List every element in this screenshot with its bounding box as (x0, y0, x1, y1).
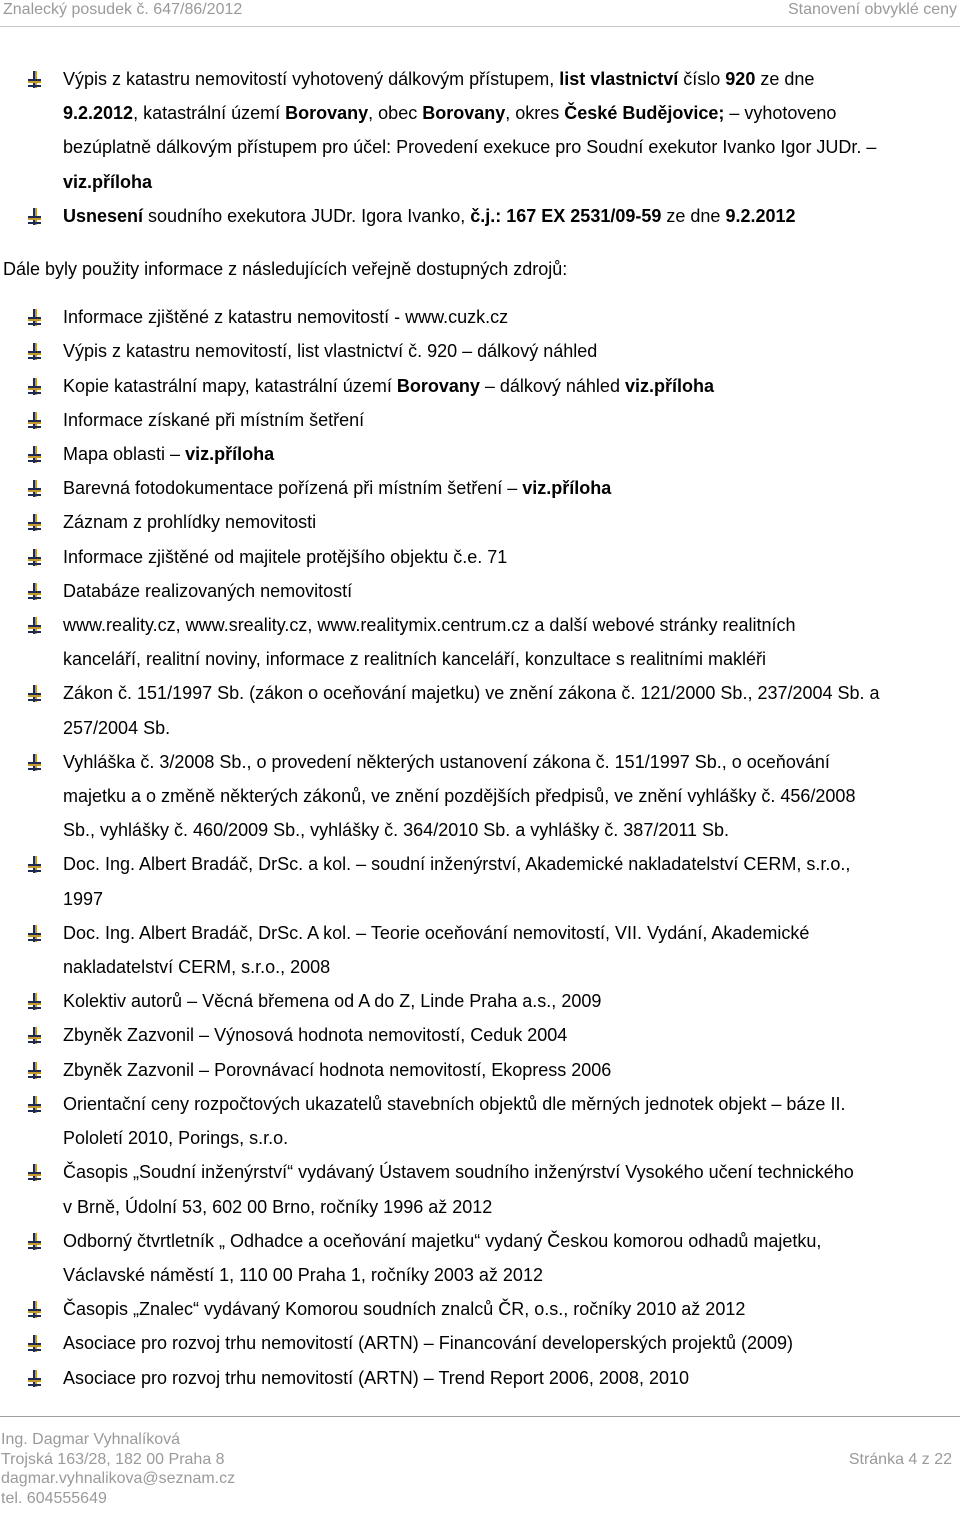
list-bullet-icon (28, 549, 42, 566)
list-item (0, 1053, 960, 1087)
text-segment: majetku a o změně některých zákonů, ve znění pozdějších předpisů, ve znění vyhlášky č. 456/2008 (63, 786, 856, 807)
list-item-line (63, 403, 960, 437)
list-bullet-icon (28, 1096, 42, 1113)
text-segment: Zákon č. 151/1997 Sb. (zákon o oceňování majetku) ve znění zákona č. 121/2000 Sb., 237/2004 Sb. a (63, 683, 880, 704)
text-segment: Sb., vyhlášky č. 460/2009 Sb., vyhlášky č. 364/2010 Sb. a vyhlášky č. 387/2011 Sb. (63, 820, 730, 841)
list-item-line (63, 1224, 960, 1258)
text-segment: Výpis z katastru nemovitostí, list vlastnictví č. 920 – dálkový náhled (63, 341, 598, 362)
text-segment: viz.příloha (624, 375, 714, 396)
text-segment: www.reality.cz, www.sreality.cz, www.realitymix.centrum.cz a další webové stránky realitních (63, 615, 796, 636)
header-section-title: Stanovení obvyklé ceny (788, 1, 957, 18)
list-item (0, 403, 960, 437)
text-segment: kanceláří, realitní noviny, informace z realitních kanceláří, konzultace s realitními makléři (63, 649, 766, 670)
list-bullet-icon (28, 412, 42, 429)
page-header (0, 0, 960, 27)
list-item (0, 1224, 960, 1292)
list-item (0, 369, 960, 403)
list-bullet-icon (28, 1164, 42, 1181)
list-item-line (63, 540, 960, 574)
list-bullet-icon (28, 1027, 42, 1044)
footer-page-number: Stránka 4 z 22 (848, 1450, 952, 1468)
list-item-line (63, 199, 960, 233)
list-item (0, 1018, 960, 1052)
list-item (0, 984, 960, 1018)
document-body (0, 62, 960, 1395)
list-item (0, 1361, 960, 1395)
list-item-line (63, 882, 960, 916)
text-segment: Borovany (285, 103, 369, 124)
list-item-line (63, 1121, 960, 1155)
list-item (0, 1292, 960, 1326)
text-segment: 920 (725, 69, 756, 89)
text-segment: České Budějovice; (564, 103, 725, 124)
text-segment: , obec (368, 103, 423, 124)
text-segment: ze dne (755, 69, 815, 89)
footer-contact (1, 1430, 235, 1508)
list-item-line (63, 1155, 960, 1189)
text-segment: – vyhotoveno (724, 103, 837, 124)
list-item (0, 199, 960, 233)
list-item (0, 608, 960, 676)
list-bullet-icon (28, 754, 42, 771)
text-segment: Časopis „Znalec“ vydávaný Komorou soudních znalců ČR, o.s., ročníky 2010 až 2012 (63, 1299, 746, 1320)
header-document-title: Znalecký posudek č. 647/86/2012 (3, 1, 243, 18)
list-bullet-icon (28, 378, 42, 395)
text-segment: Borovany (396, 375, 480, 396)
text-segment: Asociace pro rozvoj trhu nemovitostí (ARTN) – Financování developerských projektů (2009) (63, 1333, 794, 1354)
list-item-line (63, 1190, 960, 1224)
list-item (0, 1326, 960, 1360)
list-item-line (63, 642, 960, 676)
list-bullet-icon (28, 583, 42, 600)
list-bullet-icon (28, 343, 42, 360)
text-segment: 9.2.2012 (63, 103, 134, 124)
list-item-line (63, 437, 960, 471)
list-item-line (63, 711, 960, 745)
list-bullet-icon (28, 208, 42, 225)
list-item-line (63, 1087, 960, 1121)
list-item-line (63, 1292, 960, 1326)
text-segment: nakladatelství CERM, s.r.o., 2008 (63, 957, 331, 978)
list-item-line (63, 130, 960, 164)
text-segment: Vyhláška č. 3/2008 Sb., o provedení některých ustanovení zákona č. 151/1997 Sb., o oceňování (63, 751, 830, 772)
text-segment: Informace zjištěné z katastru nemovitostí - www.cuzk.cz (63, 307, 509, 328)
text-segment: Václavské náměstí 1, 110 00 Praha 1, ročníky 2003 až 2012 (63, 1264, 543, 1285)
list-item-line (63, 916, 960, 950)
list-bullet-icon (28, 856, 42, 873)
list-item-line (63, 608, 960, 642)
list-item (0, 62, 960, 199)
text-segment: Usnesení (63, 205, 144, 226)
list-bullet-icon (28, 1062, 42, 1079)
list-bullet-icon (28, 1335, 42, 1352)
list-item-line (63, 779, 960, 813)
list-bullet-icon (28, 925, 42, 942)
attachment-list (0, 62, 960, 233)
footer-divider (0, 1416, 960, 1417)
text-segment: 9.2.2012 (725, 205, 796, 226)
text-segment: bezúplatně dálkovým přístupem pro účel: Provedení exekuce pro Soudní exekutor Ivanko Igor JUDr. – (63, 137, 877, 158)
list-item-line (63, 745, 960, 779)
text-segment: Výpis z katastru nemovitostí vyhotovený dálkovým přístupem, (63, 69, 560, 89)
list-bullet-icon (28, 1301, 42, 1318)
footer-author-name: Ing. Dagmar Vyhnalíková (1, 1431, 181, 1448)
list-item-line (63, 950, 960, 984)
text-segment: Záznam z prohlídky nemovitosti (63, 512, 317, 533)
text-segment: Odborný čtvrtletník „ Odhadce a oceňování majetku“ vydaný Českou komorou odhadů majetku, (63, 1230, 822, 1251)
list-item (0, 916, 960, 984)
sources-intro: Dále byly použity informace z následujících veřejně dostupných zdrojů: (3, 259, 568, 280)
text-segment: Orientační ceny rozpočtových ukazatelů stavebních objektů dle měrných jednotek objekt – báze II. (63, 1093, 846, 1114)
list-item (0, 1087, 960, 1155)
list-item (0, 505, 960, 539)
footer-phone: tel. 604555649 (1, 1489, 107, 1507)
list-item-line (63, 676, 960, 710)
list-bullet-icon (28, 446, 42, 463)
list-item-line (63, 471, 960, 505)
list-bullet-icon (28, 480, 42, 497)
text-segment: Asociace pro rozvoj trhu nemovitostí (ARTN) – Trend Report 2006, 2008, 2010 (63, 1367, 689, 1388)
text-segment: viz.příloha (185, 444, 275, 465)
text-segment: Kopie katastrální mapy, katastrální území (63, 375, 397, 396)
text-segment: – dálkový náhled (479, 375, 625, 396)
text-segment: 257/2004 Sb. (63, 717, 171, 738)
footer-address: Trojská 163/28, 182 00 Praha 8 (1, 1450, 225, 1468)
list-item-line (63, 62, 960, 96)
list-item (0, 847, 960, 915)
text-segment: viz.příloha (522, 478, 612, 499)
list-item-line (63, 300, 960, 334)
list-item-line (63, 813, 960, 847)
list-item (0, 676, 960, 744)
list-bullet-icon (28, 1233, 42, 1250)
text-segment: Borovany (422, 103, 506, 124)
list-bullet-icon (28, 514, 42, 531)
text-segment: číslo (678, 69, 726, 89)
list-item-line (63, 96, 960, 130)
text-segment: Pololetí 2010, Porings, s.r.o. (63, 1128, 289, 1149)
text-segment: v Brně, Údolní 53, 602 00 Brno, ročníky 1996 až 2012 (63, 1196, 493, 1217)
text-segment: Doc. Ing. Albert Bradáč, DrSc. A kol. – Teorie oceňování nemovitostí, VII. Vydání, Akademické (63, 922, 810, 943)
text-segment: viz.příloha (63, 171, 153, 192)
list-item-line (63, 165, 960, 199)
text-segment: Časopis „Soudní inženýrství“ vydávaný Ústavem soudního inženýrství Vysokého učení technického (63, 1162, 854, 1183)
text-segment: Databáze realizovaných nemovitostí (63, 580, 353, 601)
text-segment: 167 EX 2531/09-59 (501, 205, 662, 226)
list-item-line (63, 505, 960, 539)
list-item (0, 471, 960, 505)
list-item-line (63, 1258, 960, 1292)
text-segment: Zbyněk Zazvonil – Porovnávací hodnota nemovitostí, Ekopress 2006 (63, 1059, 612, 1080)
list-item-line (63, 369, 960, 403)
text-segment: , okres (505, 103, 565, 124)
list-bullet-icon (28, 617, 42, 634)
text-segment: Informace získané při místním šetření (63, 409, 365, 430)
list-item (0, 540, 960, 574)
text-segment: ze dne (661, 205, 726, 226)
list-bullet-icon (28, 1370, 42, 1387)
text-segment: Kolektiv autorů – Věcná břemena od A do Z, Linde Praha a.s., 2009 (63, 991, 602, 1012)
list-item-line (63, 1326, 960, 1360)
list-item-line (63, 1018, 960, 1052)
list-item (0, 334, 960, 368)
list-item (0, 574, 960, 608)
text-segment: Doc. Ing. Albert Bradáč, DrSc. a kol. – soudní inženýrství, Akademické nakladatelství CERM, s.r.o., (63, 854, 851, 875)
text-segment: Zbyněk Zazvonil – Výnosová hodnota nemovitostí, Ceduk 2004 (63, 1025, 568, 1046)
list-item-line (63, 1361, 960, 1395)
list-bullet-icon (28, 993, 42, 1010)
list-item-line (63, 847, 960, 881)
list-bullet-icon (28, 685, 42, 702)
list-item-line (63, 574, 960, 608)
text-segment: č.j.: (470, 205, 502, 226)
text-segment: Mapa oblasti – (63, 444, 186, 465)
text-segment: , katastrální území (133, 103, 286, 124)
list-item (0, 1155, 960, 1223)
text-segment: Barevná fotodokumentace pořízená při místním šetření – (63, 478, 523, 499)
list-item (0, 300, 960, 334)
list-item-line (63, 1053, 960, 1087)
list-bullet-icon (28, 71, 42, 88)
text-segment: 1997 (63, 888, 104, 909)
list-item-line (63, 984, 960, 1018)
list-item-line (63, 334, 960, 368)
text-segment: soudního exekutora JUDr. Igora Ivanko, (143, 205, 471, 226)
list-item (0, 745, 960, 848)
footer-email: dagmar.vyhnalikova@seznam.cz (1, 1470, 236, 1487)
list-item (0, 437, 960, 471)
text-segment: list vlastnictví (559, 69, 679, 89)
list-bullet-icon (28, 309, 42, 326)
sources-list (0, 300, 960, 1395)
text-segment: Informace zjištěné od majitele protějšího objektu č.e. 71 (63, 546, 508, 567)
